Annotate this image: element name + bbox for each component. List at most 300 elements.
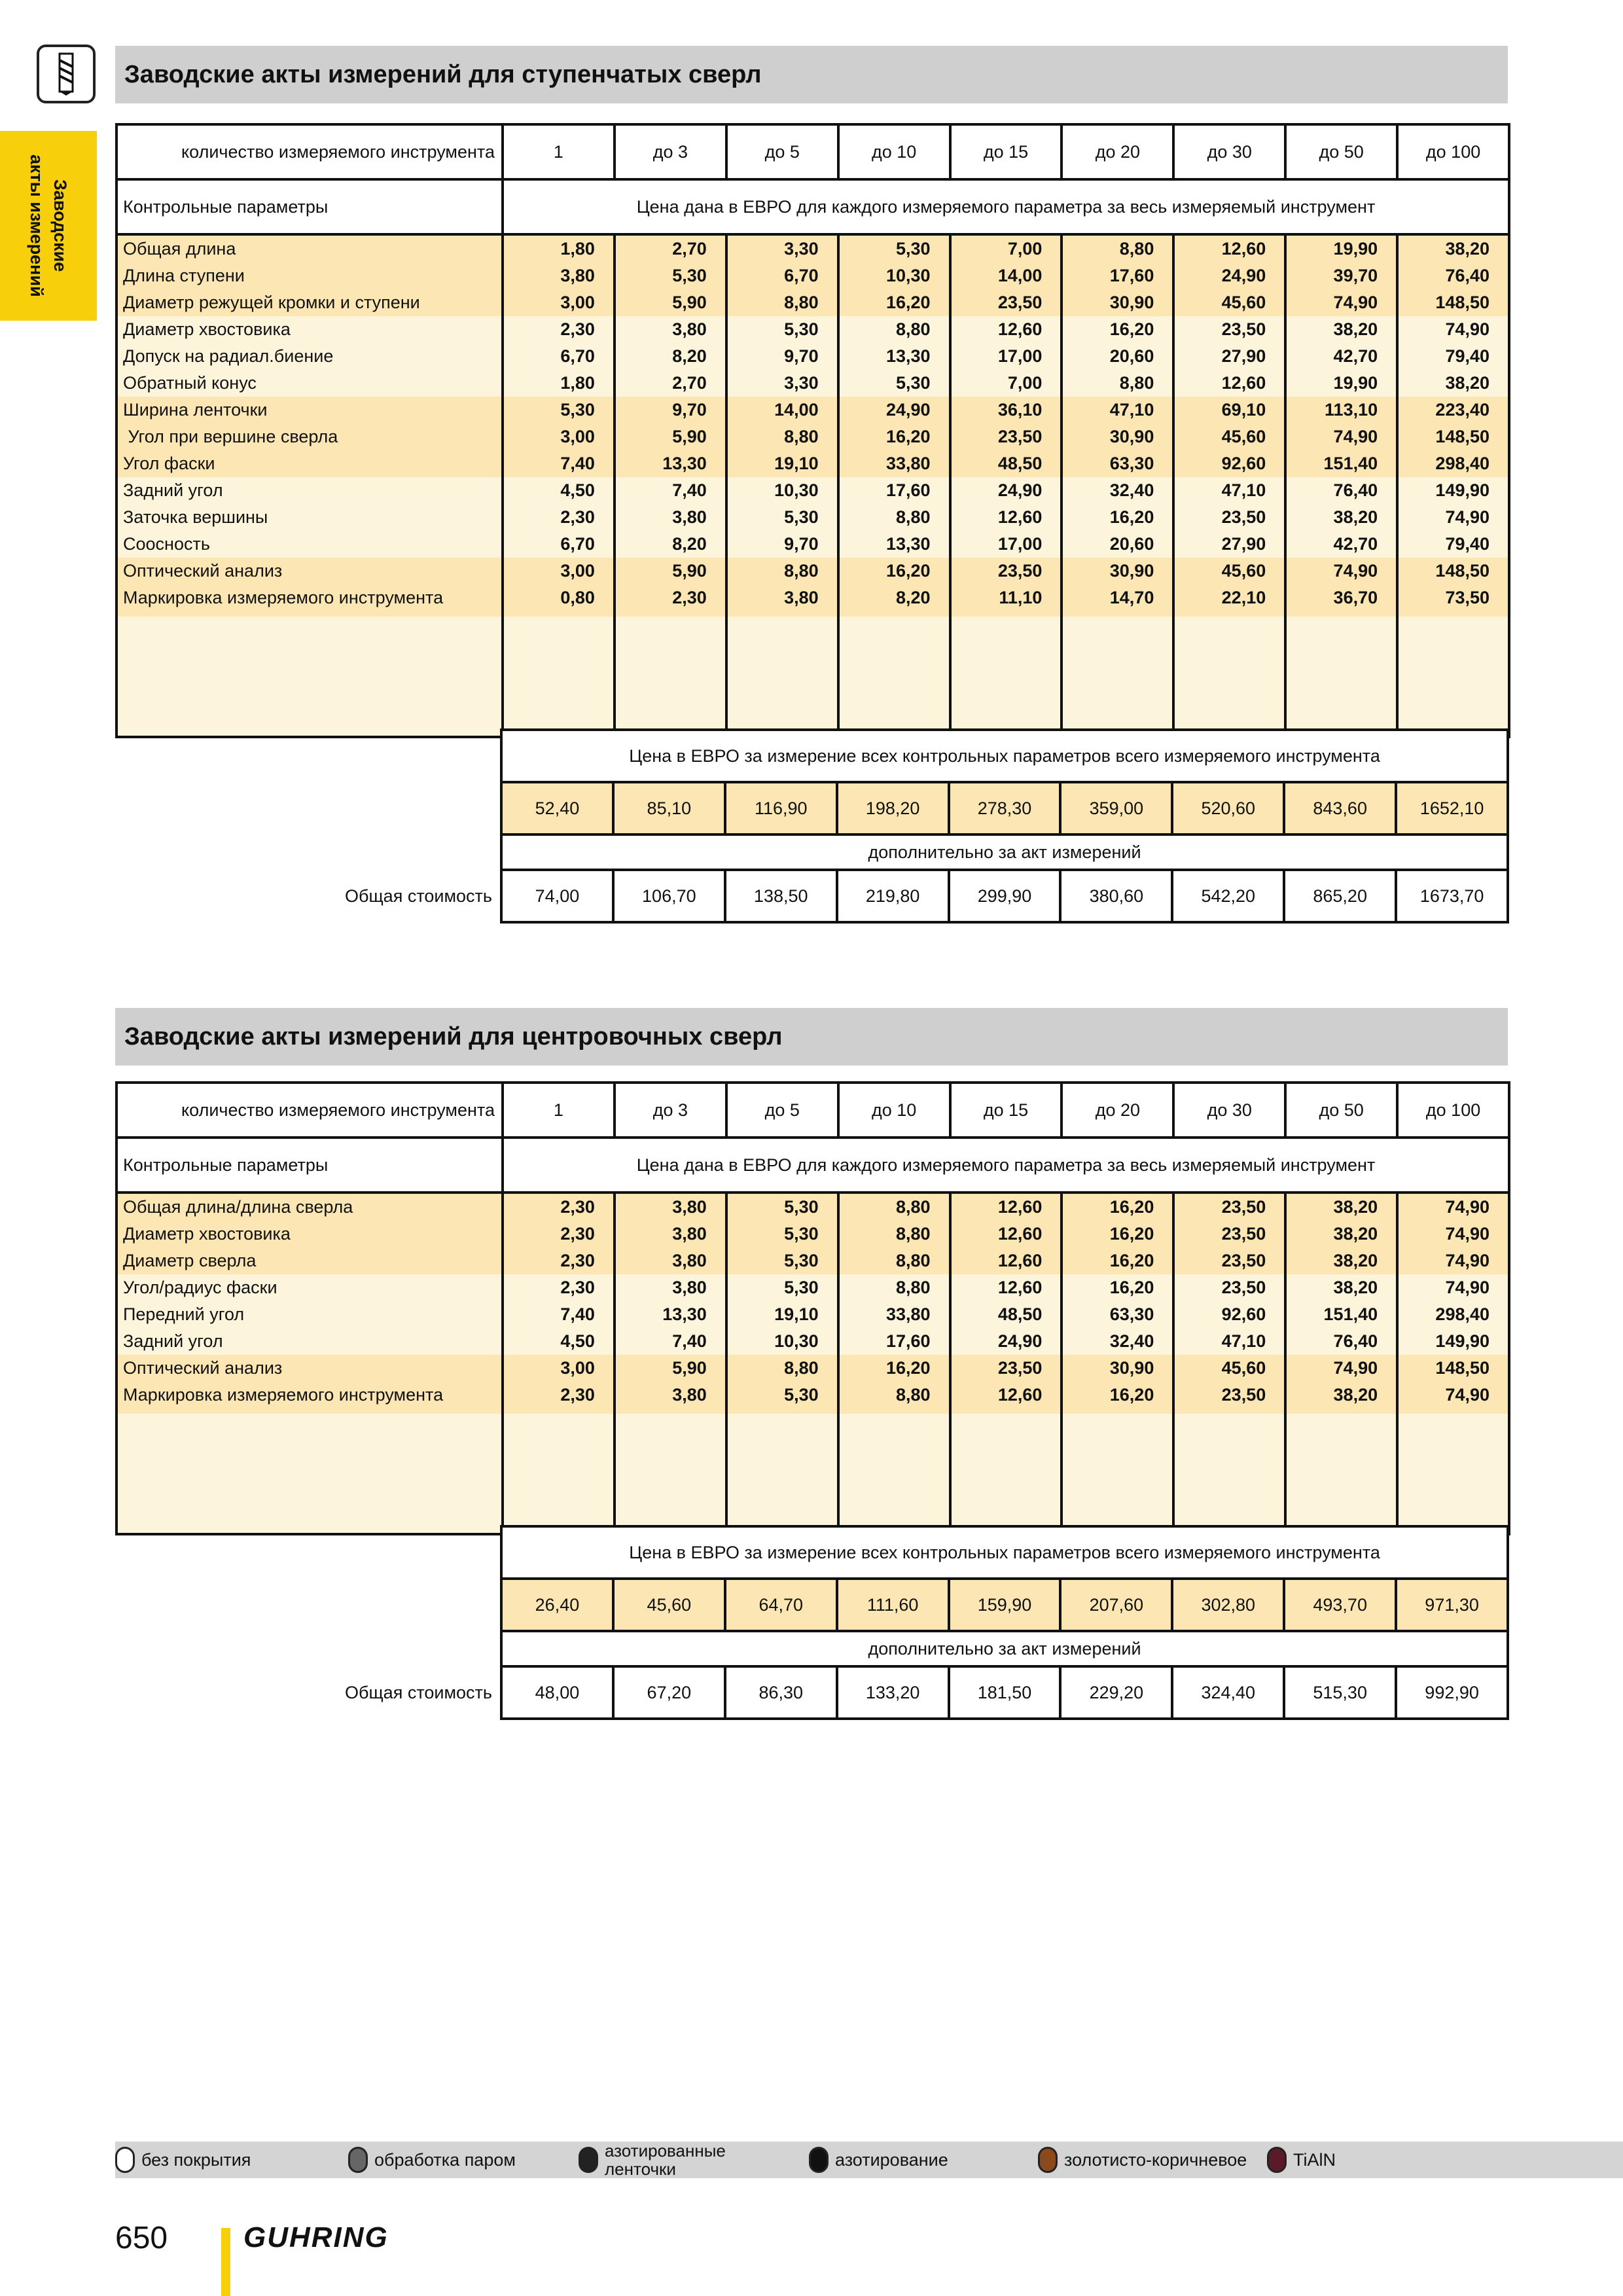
empty-cell (503, 1453, 615, 1534)
price-cell: 92,60 (1173, 1301, 1285, 1328)
sum-value: 493,70 (1284, 1579, 1396, 1631)
spacer-cell (115, 1631, 501, 1666)
price-cell: 3,80 (615, 316, 726, 343)
price-cell: 92,60 (1173, 450, 1285, 477)
param-name: Допуск на радиал.биение (116, 343, 503, 370)
price-cell: 3,80 (615, 1247, 726, 1274)
table-row (116, 370, 1509, 397)
price-cell: 113,10 (1285, 397, 1397, 423)
table-row (116, 477, 1509, 504)
price-cell: 48,50 (950, 1301, 1062, 1328)
empty-cell (1285, 611, 1397, 617)
drill-icon (37, 45, 96, 103)
price-cell: 8,80 (1061, 234, 1173, 262)
price-cell: 8,80 (726, 558, 838, 584)
price-cell: 3,00 (503, 558, 615, 584)
param-name: Диаметр хвостовика (116, 1221, 503, 1247)
page-accent-bar (221, 2228, 230, 2296)
param-name: Маркировка измеряемого инструмента (116, 1382, 503, 1408)
price-cell: 3,80 (615, 1221, 726, 1247)
price-cell: 12,60 (950, 1221, 1062, 1247)
total-value: 299,90 (949, 870, 1061, 922)
params-label: Контрольные параметры (116, 1138, 503, 1193)
price-cell: 74,90 (1285, 289, 1397, 316)
price-cell: 12,60 (950, 1247, 1062, 1274)
param-name: Обратный конус (116, 370, 503, 397)
price-cell: 3,80 (726, 584, 838, 611)
price-cell: 22,10 (1173, 584, 1285, 611)
price-cell: 23,50 (1173, 1382, 1285, 1408)
table-row (116, 558, 1509, 584)
empty-cell (838, 617, 950, 656)
empty-cell (950, 617, 1062, 656)
empty-cell (615, 1453, 726, 1534)
legend-item (348, 2142, 516, 2178)
price-cell: 45,60 (1173, 423, 1285, 450)
total-value: 380,60 (1060, 870, 1172, 922)
price-cell: 6,70 (503, 343, 615, 370)
price-cell: 42,70 (1285, 343, 1397, 370)
price-cell: 12,60 (950, 1382, 1062, 1408)
total-value: 181,50 (949, 1666, 1061, 1719)
total-value: 324,40 (1172, 1666, 1284, 1719)
empty-cell (1397, 617, 1509, 656)
empty-cell (838, 1453, 950, 1534)
price-cell: 5,30 (726, 316, 838, 343)
price-cell: 23,50 (950, 423, 1062, 450)
total-value: 219,80 (837, 870, 949, 922)
legend-label: обработка паром (374, 2149, 516, 2170)
price-cell: 3,00 (503, 289, 615, 316)
legend-label: азотирование (835, 2149, 948, 2170)
table-row (116, 584, 1509, 611)
price-cell: 5,90 (615, 558, 726, 584)
price-cell: 20,60 (1061, 343, 1173, 370)
quantity-cell: до 50 (1285, 124, 1397, 179)
price-cell: 3,80 (615, 504, 726, 531)
table-row (116, 1355, 1509, 1382)
quantity-cell: до 20 (1061, 124, 1173, 179)
table-row (116, 316, 1509, 343)
empty-cell (1173, 656, 1285, 737)
table-row (116, 423, 1509, 450)
price-cell: 13,30 (838, 343, 950, 370)
table-row (116, 397, 1509, 423)
price-cell: 39,70 (1285, 262, 1397, 289)
sum-value: 207,60 (1060, 1579, 1172, 1631)
price-cell: 6,70 (726, 262, 838, 289)
price-cell: 8,80 (726, 289, 838, 316)
price-cell: 12,60 (950, 1193, 1062, 1221)
price-cell: 16,20 (1061, 1247, 1173, 1274)
price-note: Цена дана в ЕВРО для каждого измеряемого параметра за весь измеряемый инструмент (503, 1138, 1509, 1193)
sum-label: Цена в ЕВРО за измерение всех контрольных параметров всего измеряемого инструмента (501, 730, 1508, 782)
price-cell: 79,40 (1397, 343, 1509, 370)
gold-brown-icon (1038, 2147, 1058, 2173)
price-cell: 5,30 (615, 262, 726, 289)
quantity-cell: 1 (503, 1083, 615, 1138)
sum-value: 359,00 (1060, 782, 1172, 834)
legend-item (579, 2142, 781, 2178)
empty-cell (838, 1408, 950, 1414)
param-name: Диаметр сверла (116, 1247, 503, 1274)
price-cell: 30,90 (1061, 558, 1173, 584)
total-value: 74,00 (501, 870, 613, 922)
total-value: 67,20 (613, 1666, 725, 1719)
price-cell: 223,40 (1397, 397, 1509, 423)
empty-cell (838, 656, 950, 737)
empty-cell (1173, 1453, 1285, 1534)
total-value: 48,00 (501, 1666, 613, 1719)
price-cell: 38,20 (1397, 234, 1509, 262)
table-row (116, 234, 1509, 262)
price-cell: 5,90 (615, 423, 726, 450)
total-value: 515,30 (1284, 1666, 1396, 1719)
price-cell: 7,40 (615, 1328, 726, 1355)
empty-cell (1061, 617, 1173, 656)
price-cell: 30,90 (1061, 423, 1173, 450)
price-cell: 148,50 (1397, 558, 1509, 584)
price-cell: 23,50 (1173, 1221, 1285, 1247)
price-cell: 16,20 (1061, 504, 1173, 531)
price-cell: 8,80 (838, 1193, 950, 1221)
center-drills-summary (115, 1525, 1509, 1720)
price-cell: 12,60 (950, 316, 1062, 343)
price-cell: 63,30 (1061, 450, 1173, 477)
quantity-cell: до 100 (1397, 1083, 1509, 1138)
price-cell: 5,30 (726, 1274, 838, 1301)
param-name: Задний угол (116, 1328, 503, 1355)
price-cell: 23,50 (1173, 1274, 1285, 1301)
price-cell: 45,60 (1173, 1355, 1285, 1382)
price-cell: 5,30 (726, 1247, 838, 1274)
empty-cell (726, 1414, 838, 1453)
sum-value: 64,70 (725, 1579, 837, 1631)
total-value: 542,20 (1172, 870, 1284, 922)
price-cell: 38,20 (1285, 1274, 1397, 1301)
empty-cell (726, 611, 838, 617)
price-cell: 298,40 (1397, 450, 1509, 477)
sum-value: 111,60 (837, 1579, 949, 1631)
price-cell: 12,60 (1173, 370, 1285, 397)
price-cell: 14,70 (1061, 584, 1173, 611)
price-cell: 3,80 (503, 262, 615, 289)
price-cell: 38,20 (1285, 1193, 1397, 1221)
price-cell: 24,90 (950, 477, 1062, 504)
section-title-center-drills: Заводские акты измерений для центровочных сверл (115, 1008, 1508, 1066)
empty-row (116, 1453, 1509, 1534)
price-cell: 73,50 (1397, 584, 1509, 611)
empty-cell (1285, 617, 1397, 656)
price-cell: 74,90 (1285, 1355, 1397, 1382)
price-cell: 8,80 (726, 1355, 838, 1382)
step-drills-summary (115, 728, 1509, 924)
price-cell: 2,30 (503, 1382, 615, 1408)
quantity-cell: до 30 (1173, 124, 1285, 179)
price-cell: 30,90 (1061, 1355, 1173, 1382)
price-cell: 8,20 (615, 531, 726, 558)
price-cell: 2,30 (503, 1221, 615, 1247)
quantity-header-row (116, 1083, 1509, 1138)
price-cell: 12,60 (1173, 234, 1285, 262)
table-row (116, 504, 1509, 531)
sum-value: 26,40 (501, 1579, 613, 1631)
empty-row (116, 617, 1509, 656)
price-cell: 74,90 (1397, 1382, 1509, 1408)
table-row (116, 1193, 1509, 1221)
price-cell: 2,70 (615, 234, 726, 262)
price-cell: 24,90 (1173, 262, 1285, 289)
price-cell: 12,60 (950, 504, 1062, 531)
price-cell: 13,30 (838, 531, 950, 558)
price-cell: 23,50 (1173, 1193, 1285, 1221)
total-value: 133,20 (837, 1666, 949, 1719)
quantity-header-row (116, 124, 1509, 179)
empty-row (116, 611, 1509, 617)
param-name: Маркировка измеряемого инструмента (116, 584, 503, 611)
param-name: Угол при вершине сверла (116, 423, 503, 450)
quantity-cell: до 5 (726, 1083, 838, 1138)
empty-cell (1285, 656, 1397, 737)
table-row (116, 289, 1509, 316)
empty-cell (615, 617, 726, 656)
price-cell: 9,70 (726, 343, 838, 370)
empty-cell (950, 656, 1062, 737)
total-value: 1673,70 (1396, 870, 1508, 922)
extra-label: дополнительно за акт измерений (501, 834, 1508, 870)
param-name: Соосность (116, 531, 503, 558)
empty-cell (950, 1453, 1062, 1534)
page-number: 650 (115, 2221, 168, 2255)
price-cell: 47,10 (1061, 397, 1173, 423)
sum-value: 85,10 (613, 782, 725, 834)
price-cell: 151,40 (1285, 450, 1397, 477)
price-cell: 33,80 (838, 450, 950, 477)
section-title-step-drills: Заводские акты измерений для ступенчатых сверл (115, 46, 1508, 103)
sum-value: 159,90 (949, 1579, 1061, 1631)
param-name: Общая длина/длина сверла (116, 1193, 503, 1221)
empty-cell (1061, 1453, 1173, 1534)
nitrided-lands-icon (579, 2147, 598, 2173)
price-cell: 8,20 (838, 584, 950, 611)
price-cell: 9,70 (726, 531, 838, 558)
price-cell: 2,70 (615, 370, 726, 397)
price-cell: 16,20 (1061, 1382, 1173, 1408)
sum-value: 116,90 (725, 782, 837, 834)
price-cell: 74,90 (1285, 423, 1397, 450)
empty-cell (1173, 617, 1285, 656)
price-cell: 32,40 (1061, 477, 1173, 504)
side-tab-line1: Заводские (50, 179, 70, 272)
empty-cell (116, 1453, 503, 1534)
total-value: 86,30 (725, 1666, 837, 1719)
table-row (116, 1382, 1509, 1408)
table-row (116, 450, 1509, 477)
price-cell: 38,20 (1285, 1221, 1397, 1247)
total-value: 138,50 (725, 870, 837, 922)
price-cell: 45,60 (1173, 289, 1285, 316)
price-cell: 148,50 (1397, 423, 1509, 450)
price-cell: 36,10 (950, 397, 1062, 423)
quantity-label: количество измеряемого инструмента (116, 1083, 503, 1138)
spacer-cell (115, 1579, 501, 1631)
price-cell: 17,60 (838, 477, 950, 504)
empty-cell (950, 1414, 1062, 1453)
price-cell: 3,30 (726, 234, 838, 262)
quantity-label: количество измеряемого инструмента (116, 124, 503, 179)
price-cell: 16,20 (1061, 1274, 1173, 1301)
param-name: Передний угол (116, 1301, 503, 1328)
params-header-row (116, 179, 1509, 234)
price-cell: 23,50 (950, 289, 1062, 316)
price-cell: 6,70 (503, 531, 615, 558)
price-cell: 69,10 (1173, 397, 1285, 423)
price-cell: 8,80 (838, 1382, 950, 1408)
param-name: Длина ступени (116, 262, 503, 289)
empty-cell (116, 1408, 503, 1414)
price-cell: 16,20 (838, 1355, 950, 1382)
price-cell: 38,20 (1285, 1382, 1397, 1408)
sum-value: 1652,10 (1396, 782, 1508, 834)
quantity-cell: до 10 (838, 124, 950, 179)
price-cell: 7,40 (503, 450, 615, 477)
empty-cell (1285, 1414, 1397, 1453)
price-cell: 23,50 (950, 1355, 1062, 1382)
table-row (116, 1301, 1509, 1328)
empty-cell (950, 1408, 1062, 1414)
price-cell: 7,40 (615, 477, 726, 504)
empty-cell (726, 617, 838, 656)
table-row (116, 531, 1509, 558)
price-cell: 5,30 (838, 370, 950, 397)
total-value: 106,70 (613, 870, 725, 922)
uncoated-icon (115, 2147, 135, 2173)
legend-label: TiAlN (1293, 2149, 1336, 2170)
price-cell: 17,60 (1061, 262, 1173, 289)
legend-item (1038, 2142, 1247, 2178)
legend-label: азотированные ленточки (605, 2141, 726, 2179)
empty-cell (838, 611, 950, 617)
price-cell: 151,40 (1285, 1301, 1397, 1328)
empty-cell (503, 1408, 615, 1414)
price-cell: 38,20 (1285, 316, 1397, 343)
price-cell: 11,10 (950, 584, 1062, 611)
price-cell: 2,30 (615, 584, 726, 611)
empty-cell (1173, 1414, 1285, 1453)
price-cell: 38,20 (1397, 370, 1509, 397)
param-name: Угол/радиус фаски (116, 1274, 503, 1301)
empty-cell (1173, 1408, 1285, 1414)
price-cell: 38,20 (1285, 504, 1397, 531)
price-cell: 8,80 (838, 504, 950, 531)
empty-cell (1285, 1408, 1397, 1414)
empty-cell (1397, 1453, 1509, 1534)
empty-row (116, 1414, 1509, 1453)
price-cell: 7,40 (503, 1301, 615, 1328)
quantity-cell: до 5 (726, 124, 838, 179)
price-cell: 2,30 (503, 1193, 615, 1221)
empty-cell (1397, 656, 1509, 737)
quantity-cell: до 3 (615, 124, 726, 179)
tialn-icon (1267, 2147, 1287, 2173)
empty-cell (503, 611, 615, 617)
price-cell: 10,30 (726, 477, 838, 504)
total-value: 992,90 (1396, 1666, 1508, 1719)
sum-value: 278,30 (949, 782, 1061, 834)
price-cell: 24,90 (950, 1328, 1062, 1355)
price-cell: 76,40 (1285, 477, 1397, 504)
price-cell: 4,50 (503, 477, 615, 504)
price-cell: 16,20 (838, 558, 950, 584)
price-cell: 16,20 (1061, 1193, 1173, 1221)
price-cell: 74,90 (1397, 1221, 1509, 1247)
quantity-cell: до 15 (950, 124, 1062, 179)
steam-treated-icon (348, 2147, 368, 2173)
empty-cell (726, 1453, 838, 1534)
brand-logo: GUHRING (243, 2221, 389, 2253)
price-cell: 3,30 (726, 370, 838, 397)
table-row (116, 1274, 1509, 1301)
price-cell: 2,30 (503, 1274, 615, 1301)
empty-cell (615, 611, 726, 617)
price-cell: 74,90 (1397, 504, 1509, 531)
quantity-cell: 1 (503, 124, 615, 179)
price-cell: 36,70 (1285, 584, 1397, 611)
price-cell: 5,90 (615, 1355, 726, 1382)
price-cell: 63,30 (1061, 1301, 1173, 1328)
empty-cell (1397, 1408, 1509, 1414)
price-cell: 24,90 (838, 397, 950, 423)
price-cell: 1,80 (503, 234, 615, 262)
legend-item (809, 2142, 948, 2178)
price-cell: 7,00 (950, 370, 1062, 397)
price-cell: 23,50 (1173, 504, 1285, 531)
price-cell: 2,30 (503, 504, 615, 531)
legend-item (115, 2142, 251, 2178)
table-row (116, 262, 1509, 289)
price-cell: 148,50 (1397, 289, 1509, 316)
price-cell: 3,80 (615, 1274, 726, 1301)
step-drills-table (115, 123, 1510, 738)
total-label: Общая стоимость (345, 886, 492, 906)
price-cell: 7,00 (950, 234, 1062, 262)
table-row (116, 1221, 1509, 1247)
price-cell: 8,80 (838, 316, 950, 343)
price-cell: 30,90 (1061, 289, 1173, 316)
empty-cell (116, 1414, 503, 1453)
price-cell: 76,40 (1397, 262, 1509, 289)
price-cell: 23,50 (1173, 316, 1285, 343)
price-cell: 14,00 (950, 262, 1062, 289)
price-cell: 74,90 (1397, 316, 1509, 343)
price-cell: 13,30 (615, 450, 726, 477)
price-cell: 14,00 (726, 397, 838, 423)
sum-value: 843,60 (1284, 782, 1396, 834)
side-section-tab[interactable] (0, 131, 97, 321)
price-cell: 5,30 (838, 234, 950, 262)
price-cell: 8,80 (838, 1274, 950, 1301)
sum-value: 520,60 (1172, 782, 1284, 834)
empty-cell (615, 656, 726, 737)
price-cell: 48,50 (950, 450, 1062, 477)
quantity-cell: до 30 (1173, 1083, 1285, 1138)
empty-cell (116, 656, 503, 737)
price-cell: 16,20 (1061, 316, 1173, 343)
center-drills-table (115, 1081, 1510, 1535)
quantity-cell: до 20 (1061, 1083, 1173, 1138)
legend-item (1267, 2142, 1336, 2178)
price-cell: 9,70 (615, 397, 726, 423)
